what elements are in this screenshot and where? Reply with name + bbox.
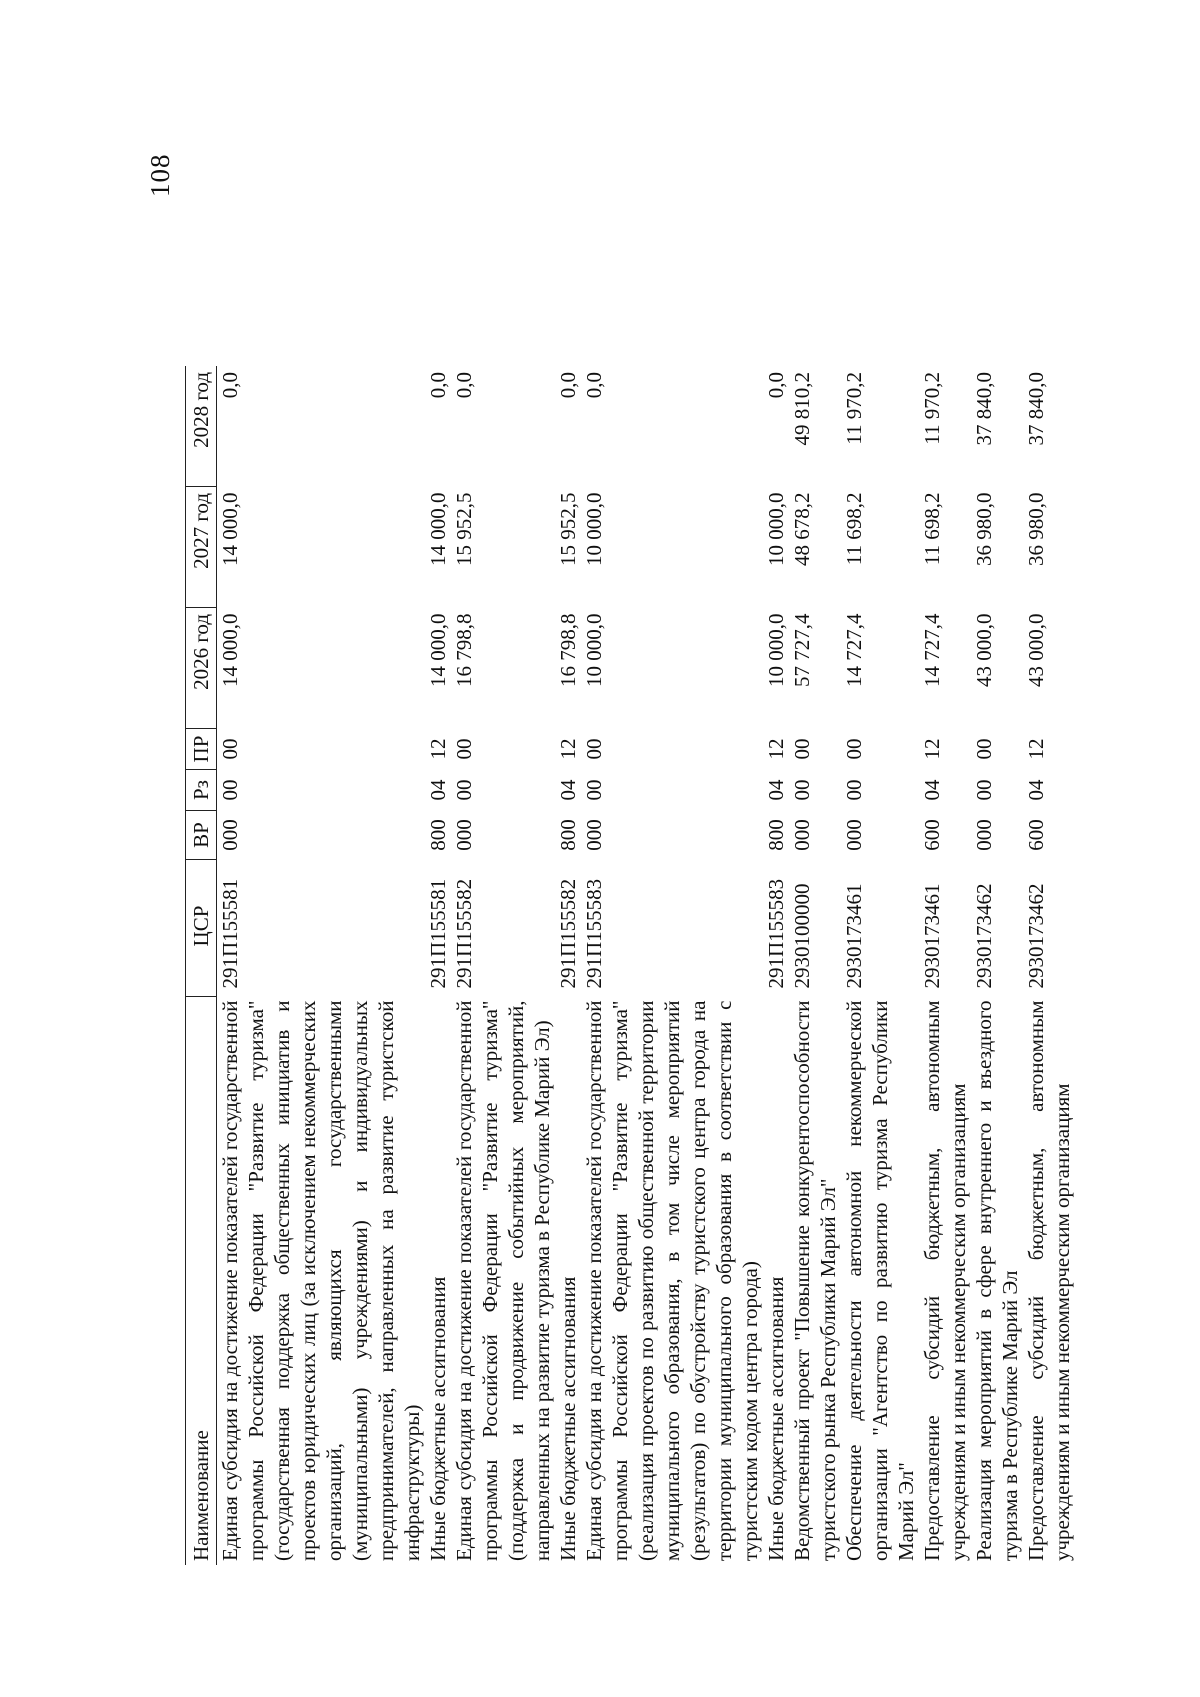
header-vr: ВР — [186, 811, 217, 860]
cell-2026: 14 727,4 — [842, 613, 866, 687]
cell-2026: 10 000,0 — [764, 613, 788, 687]
cell-pr: 00 — [790, 738, 814, 760]
header-2028: 2028 год — [186, 366, 217, 487]
cell-vr: 000 — [452, 819, 476, 851]
cell-2027: 14 000,0 — [426, 492, 450, 566]
header-name: Наименование — [186, 997, 217, 1566]
cell-2028: 0,0 — [556, 372, 580, 399]
cell-name: Единая субсидия на достижение показателей государственной программы Российской Федерации "Развитие туризма" (государственная поддержка общественных инициатив и проектов юридических лиц (за исключением некоммерческих организаций, являющихся государственными (муниципальными) учреждениями) и индивидуальных предпринимателей, направленных на развитие туристской инфраструктуры) — [218, 1000, 424, 1561]
cell-csr: 2930173461 — [920, 883, 944, 989]
cell-pr: 12 — [556, 738, 580, 760]
cell-2027: 11 698,2 — [842, 492, 866, 566]
cell-csr: 2930100000 — [790, 883, 814, 989]
cell-pr: 12 — [426, 738, 450, 760]
cell-name: Реализация мероприятий в сфере внутреннего и въездного туризма в Республике Марий Эл — [972, 1000, 1022, 1561]
cell-csr: 291П155582 — [556, 878, 580, 989]
table-row — [451, 366, 555, 1565]
cell-2027: 15 952,5 — [452, 492, 476, 566]
cell-vr: 800 — [764, 819, 788, 851]
cell-2027: 10 000,0 — [582, 492, 606, 566]
cell-rz: 00 — [842, 779, 866, 801]
header-row — [186, 366, 217, 1565]
cell-2026: 16 798,8 — [452, 613, 476, 687]
cell-csr: 2930173461 — [842, 883, 866, 989]
cell-2027: 15 952,5 — [556, 492, 580, 566]
cell-pr: 00 — [218, 738, 242, 760]
cell-rz: 00 — [452, 779, 476, 801]
cell-2026: 57 727,4 — [790, 613, 814, 687]
page-number: 108 — [145, 153, 175, 197]
cell-rz: 04 — [764, 779, 788, 801]
cell-name: Иные бюджетные ассигнования — [426, 1276, 450, 1561]
cell-2026: 10 000,0 — [582, 613, 606, 687]
header-2027: 2027 год — [186, 487, 217, 608]
table-row — [581, 366, 763, 1565]
cell-vr: 000 — [842, 819, 866, 851]
cell-2027: 14 000,0 — [218, 492, 242, 566]
cell-name: Иные бюджетные ассигнования — [556, 1276, 580, 1561]
cell-2028: 37 840,0 — [1024, 372, 1048, 446]
cell-name: Обеспечение деятельности автономной некоммерческой организации "Агентство по развитию туризма Республики Марий Эл" — [842, 1000, 918, 1561]
cell-2026: 14 000,0 — [426, 613, 450, 687]
table-row — [217, 366, 426, 1565]
cell-pr: 12 — [764, 738, 788, 760]
cell-2027: 10 000,0 — [764, 492, 788, 566]
cell-pr: 12 — [1024, 738, 1048, 760]
cell-name: Единая субсидия на достижение показателей государственной программы Российской Федерации "Развитие туризма" (поддержка и продвижение событийных мероприятий, направленных на развитие туризма в Республике Марий Эл) — [452, 1000, 554, 1561]
cell-vr: 000 — [972, 819, 996, 851]
table-row — [789, 366, 841, 1565]
cell-2028: 0,0 — [452, 372, 476, 399]
budget-table — [185, 366, 1075, 1565]
cell-2028: 11 970,2 — [920, 372, 944, 445]
table-row — [841, 366, 919, 1565]
cell-vr: 000 — [582, 819, 606, 851]
cell-csr: 2930173462 — [972, 883, 996, 989]
cell-vr: 800 — [426, 819, 450, 851]
cell-2028: 0,0 — [426, 372, 450, 399]
cell-csr: 291П155583 — [582, 878, 606, 989]
cell-2027: 11 698,2 — [920, 492, 944, 566]
cell-pr: 00 — [452, 738, 476, 760]
cell-pr: 00 — [972, 738, 996, 760]
cell-2026: 43 000,0 — [972, 613, 996, 687]
cell-pr: 12 — [920, 738, 944, 760]
table-row — [763, 366, 789, 1565]
cell-rz: 00 — [582, 779, 606, 801]
cell-pr: 00 — [842, 738, 866, 760]
cell-csr: 291П155581 — [218, 878, 242, 989]
table-body — [217, 366, 1076, 1565]
cell-2028: 49 810,2 — [790, 372, 814, 446]
cell-rz: 04 — [1024, 779, 1048, 801]
cell-2026: 14 727,4 — [920, 613, 944, 687]
cell-2028: 0,0 — [582, 372, 606, 399]
cell-name: Предоставление субсидий бюджетным, автономным учреждениям и иным некоммерческим организациям — [1024, 1000, 1074, 1561]
cell-2028: 0,0 — [218, 372, 242, 399]
cell-rz: 04 — [920, 779, 944, 801]
table-row — [555, 366, 581, 1565]
cell-2027: 48 678,2 — [790, 492, 814, 566]
table-row — [919, 366, 971, 1565]
header-rz: Рз — [186, 770, 217, 811]
cell-csr: 291П155581 — [426, 878, 450, 989]
table-row — [971, 366, 1023, 1565]
cell-rz: 00 — [790, 779, 814, 801]
header-csr: ЦСР — [186, 860, 217, 997]
cell-csr: 291П155582 — [452, 878, 476, 989]
cell-rz: 04 — [556, 779, 580, 801]
table-row — [425, 366, 451, 1565]
header-pr: ПР — [186, 729, 217, 770]
cell-2028: 11 970,2 — [842, 372, 866, 445]
cell-vr: 600 — [1024, 819, 1048, 851]
table-row — [1023, 366, 1075, 1565]
cell-name: Иные бюджетные ассигнования — [764, 1276, 788, 1561]
cell-vr: 000 — [218, 819, 242, 851]
cell-2028: 0,0 — [764, 372, 788, 399]
cell-vr: 000 — [790, 819, 814, 851]
cell-2026: 16 798,8 — [556, 613, 580, 687]
cell-2026: 43 000,0 — [1024, 613, 1048, 687]
cell-rz: 00 — [972, 779, 996, 801]
cell-pr: 00 — [582, 738, 606, 760]
cell-name: Предоставление субсидий бюджетным, автономным учреждениям и иным некоммерческим организациям — [920, 1000, 970, 1561]
header-2026: 2026 год — [186, 608, 217, 729]
cell-rz: 00 — [218, 779, 242, 801]
cell-name: Единая субсидия на достижение показателей государственной программы Российской Федерации "Развитие туризма" (реализация проектов по развитию общественной территории муниципального образования, в том числе мероприятий (результатов) по обустройству туристского центра города на территории муниципального образования в соответствии с туристским кодом центра города) — [582, 1000, 762, 1561]
cell-rz: 04 — [426, 779, 450, 801]
cell-csr: 2930173462 — [1024, 883, 1048, 989]
cell-2028: 37 840,0 — [972, 372, 996, 446]
cell-name: Ведомственный проект "Повышение конкурентоспособности туристского рынка Республики Марий Эл" — [790, 1000, 840, 1561]
cell-2027: 36 980,0 — [972, 492, 996, 566]
cell-csr: 291П155583 — [764, 878, 788, 989]
cell-2027: 36 980,0 — [1024, 492, 1048, 566]
cell-vr: 600 — [920, 819, 944, 851]
cell-vr: 800 — [556, 819, 580, 851]
cell-2026: 14 000,0 — [218, 613, 242, 687]
